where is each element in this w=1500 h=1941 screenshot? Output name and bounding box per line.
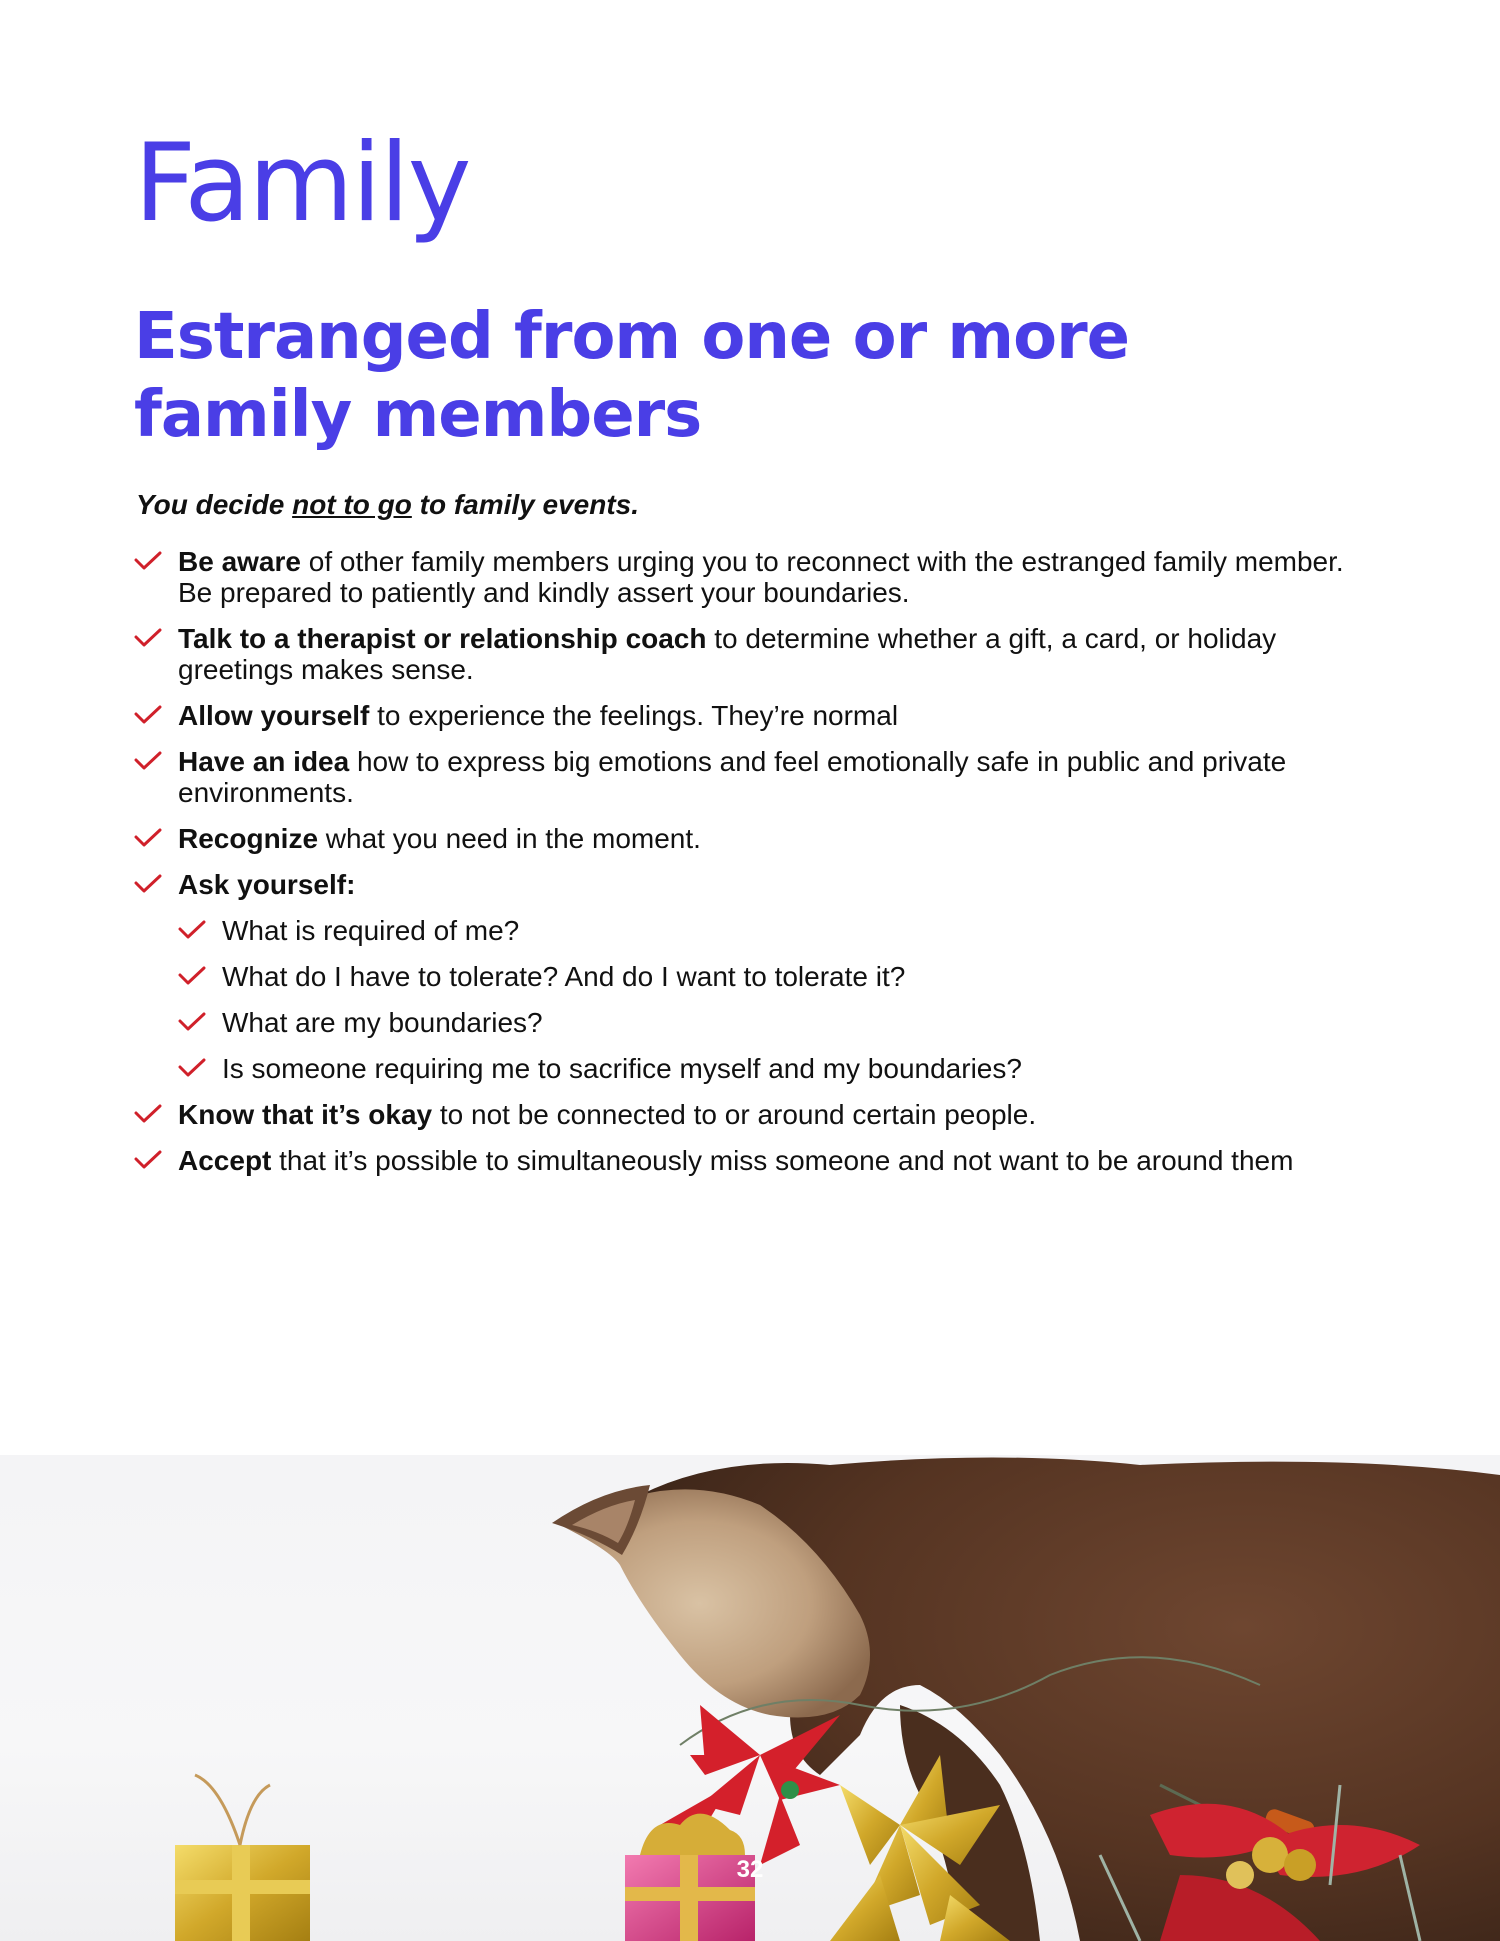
checklist-item-text: how to express big emotions and feel emotionally safe in public and private environments.: [178, 746, 1287, 808]
intro-emphasis: not to go: [292, 489, 412, 520]
check-icon: [178, 1058, 206, 1078]
checklist-item-bold: Recognize: [178, 823, 319, 854]
page-number: 32: [736, 1856, 764, 1883]
page-title: Family: [134, 121, 470, 246]
checklist-item-text: to determine whether a gift, a card, or holiday greetings makes sense.: [178, 623, 1277, 685]
checklist-item-bold: Know that it’s okay: [178, 1099, 433, 1130]
checklist-subitem: [178, 1053, 1374, 1084]
checklist: [134, 546, 1374, 1191]
checklist-item-bold: Be aware: [178, 546, 301, 577]
checklist-item: [134, 1145, 1374, 1176]
check-icon: [134, 551, 162, 571]
checklist-subitem-text: What are my boundaries?: [222, 1007, 543, 1038]
checklist-item-bold: Have an idea: [178, 746, 350, 777]
check-icon: [134, 705, 162, 725]
checklist-item-bold: Ask yourself:: [178, 869, 356, 900]
checklist-item: [134, 746, 1374, 808]
checklist-item-text: what you need in the moment.: [318, 823, 701, 854]
checklist-item-text: of other family members urging you to reconnect with the estranged family member. Be prepared to patiently and kindly assert your boundaries.: [178, 546, 1344, 608]
checklist-item: [134, 1099, 1374, 1130]
checklist-subitem-text: What do I have to tolerate? And do I want to tolerate it?: [222, 961, 906, 992]
checklist-item-text: to experience the feelings. They’re normal: [369, 700, 899, 731]
section-heading: Estranged from one or more family members: [134, 300, 1130, 452]
checklist-item: [134, 700, 1374, 731]
intro-sentence: [136, 488, 639, 522]
checklist-item: [134, 869, 1374, 900]
check-icon: [178, 1012, 206, 1032]
checklist-item-bold: Talk to a therapist or relationship coach: [178, 623, 707, 654]
checklist-subitem: [178, 961, 1374, 992]
check-icon: [134, 1104, 162, 1124]
checklist-item-bold: Allow yourself: [178, 700, 370, 731]
check-icon: [134, 874, 162, 894]
check-icon: [134, 628, 162, 648]
check-icon: [178, 966, 206, 986]
checklist-item-bold: Accept: [178, 1145, 272, 1176]
checklist-item-text: to not be connected to or around certain people.: [432, 1099, 1037, 1130]
check-icon: [134, 751, 162, 771]
check-icon: [178, 920, 206, 940]
intro-before: You decide: [136, 489, 293, 520]
checklist-item: [134, 623, 1374, 685]
intro-after: to family events.: [411, 489, 640, 520]
checklist-item: [134, 546, 1374, 608]
checklist-subitem: [178, 1007, 1374, 1038]
checklist-subitem-text: What is required of me?: [222, 915, 520, 946]
checklist-subitem: [178, 915, 1374, 946]
checklist-item: [134, 823, 1374, 854]
checklist-subitem-text: Is someone requiring me to sacrifice myself and my boundaries?: [222, 1053, 1022, 1084]
check-icon: [134, 828, 162, 848]
checklist-item-text: that it’s possible to simultaneously miss someone and not want to be around them: [271, 1145, 1294, 1176]
check-icon: [134, 1150, 162, 1170]
